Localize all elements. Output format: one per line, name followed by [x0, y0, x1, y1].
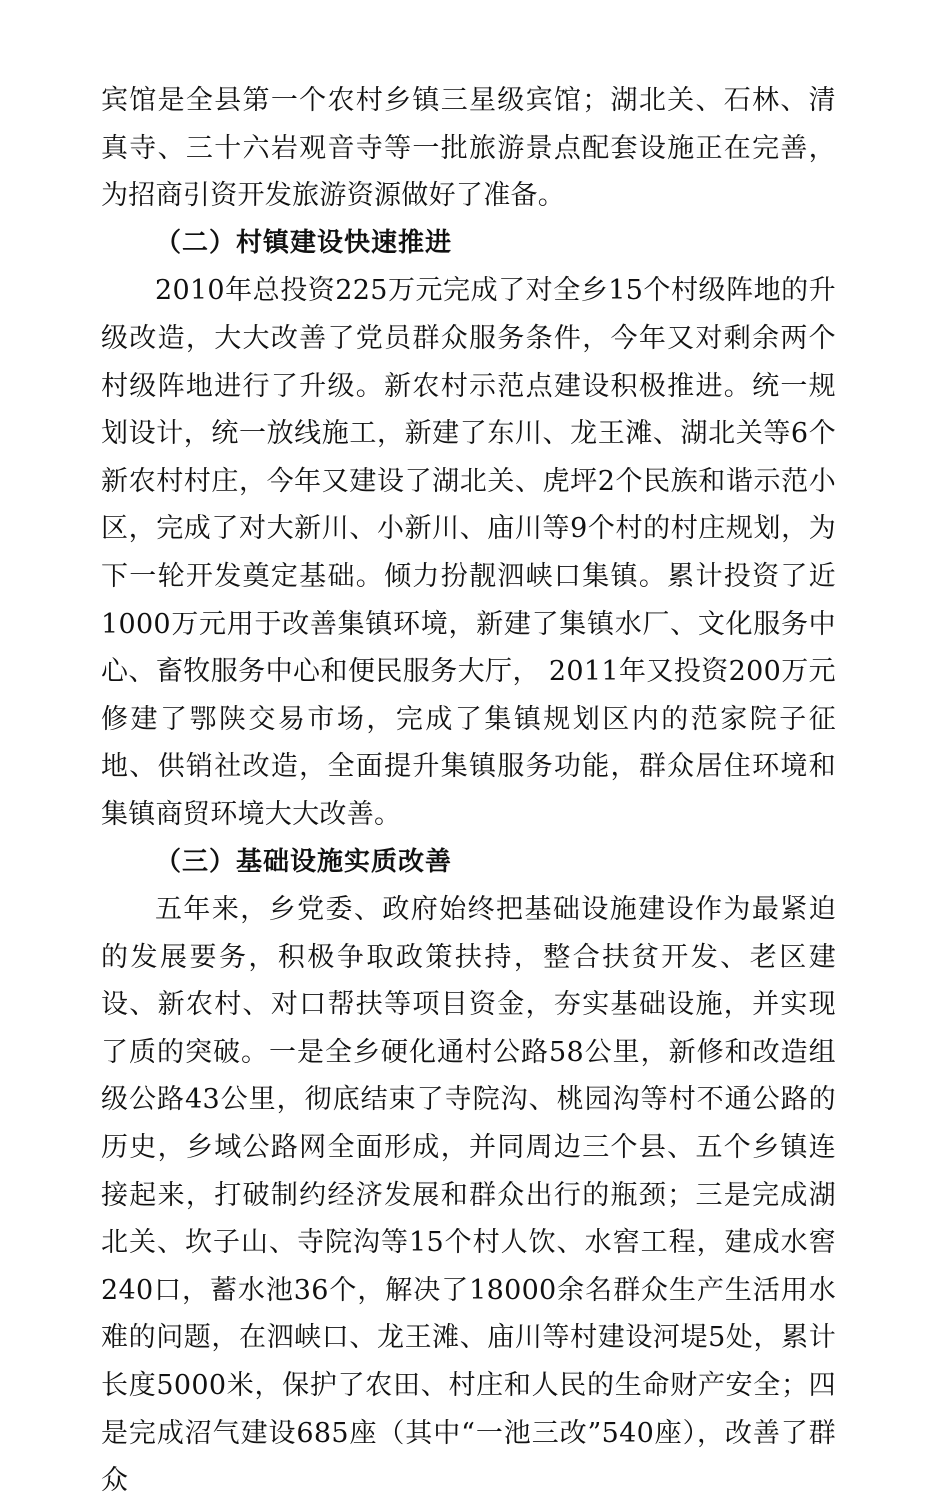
- document-body: [101, 77, 836, 1505]
- paragraph-infrastructure: 五年来，乡党委、政府始终把基础设施建设作为最紧迫的发展要务，积极争取政策扶持，整合扶贫开发、老区建设、新农村、对口帮扶等项目资金，夯实基础设施，并实现了质的突破。一是全乡硬化通村公路58公里，新修和改造组级公路43公里，彻底结束了寺院沟、桃园沟等村不通公路的历史，乡域公路网全面形成，并同周边三个县、五个乡镇连接起来，打破制约经济发展和群众出行的瓶颈；三是完成湖北关、坎子山、寺院沟等15个村人饮、水窖工程，建成水窖240口，蓄水池36个，解决了18000余名群众生产生活用水难的问题，在泗峡口、龙王滩、庙川等村建设河堤5处，累计长度5000米，保护了农田、村庄和人民的生命财产安全；四是完成沼气建设685座（其中“一池三改”540座），改善了群众: [101, 894, 836, 1497]
- section-heading-village-town-construction: （二）村镇建设快速推进: [155, 227, 453, 258]
- paragraph-hotel-tourism: 宾馆是全县第一个农村乡镇三星级宾馆；湖北关、石林、清真寺、三十六岩观音寺等一批旅游景点配套设施正在完善，为招商引资开发旅游资源做好了准备。: [101, 85, 836, 212]
- section-heading-infrastructure: （三）基础设施实质改善: [155, 846, 453, 877]
- paragraph-village-town-construction: 2010年总投资225万元完成了对全乡15个村级阵地的升级改造，大大改善了党员群众服务条件，今年又对剩余两个村级阵地进行了升级。新农村示范点建设积极推进。统一规划设计，统一放线施工，新建了东川、龙王滩、湖北关等6个新农村村庄，今年又建设了湖北关、虎坪2个民族和谐示范小区，完成了对大新川、小新川、庙川等9个村的村庄规划，为下一轮开发奠定基础。倾力扮靓泗峡口集镇。累计投资了近1000万元用于改善集镇环境，新建了集镇水厂、文化服务中心、畜牧服务中心和便民服务大厅， 2011年又投资200万元修建了鄂陕交易市场，完成了集镇规划区内的范家院子征地、供销社改造，全面提升集镇服务功能，群众居住环境和集镇商贸环境大大改善。: [101, 275, 836, 830]
